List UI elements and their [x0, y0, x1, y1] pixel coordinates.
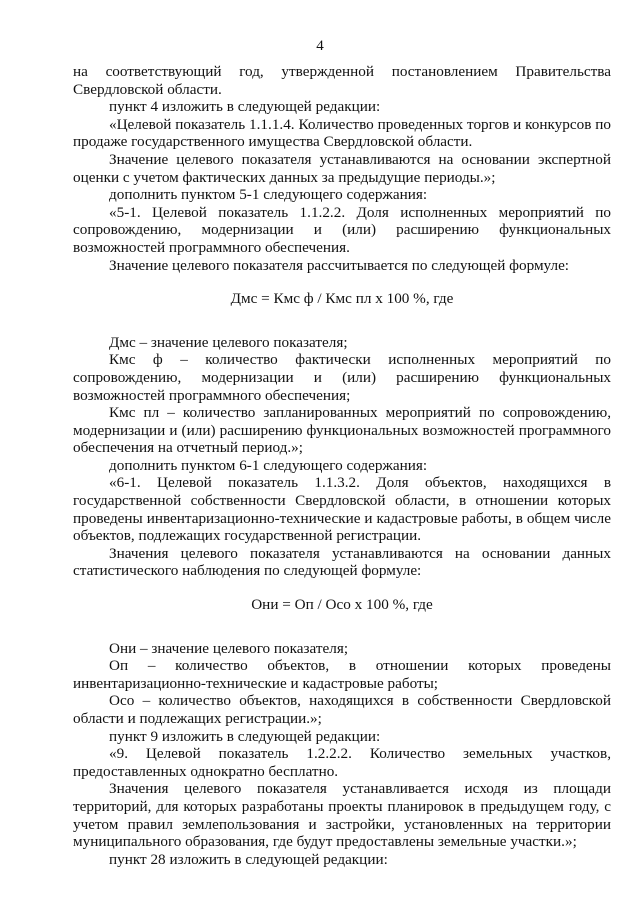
paragraph-item-6-1-formula-intro: Значения целевого показателя устанавливаются на основании данных статистического наблюдения по следующей формуле:	[73, 544, 611, 580]
paragraph-item-4-text: «Целевой показатель 1.1.1.4. Количество проведенных торгов и конкурсов по продаже государственного имущества Свердловской области.	[73, 115, 611, 151]
paragraph-item-6-1-intro: дополнить пунктом 6-1 следующего содержания:	[109, 456, 428, 474]
paragraph-item-9-value: Значения целевого показателя устанавливается исходя из площади территорий, для которых разработаны проекты планировок в предыдущем году, с учетом правил землепользования и застройки, установленных на территории муниципального образования, где будут предоставлены земельные участки.»;	[73, 780, 611, 851]
paragraph-dms-definition: Дмс – значение целевого показателя;	[109, 333, 348, 351]
paragraph-kms-pl-definition: Кмс пл – количество запланированных мероприятий по сопровождению, модернизации и (или) расширению функциональных возможностей программного обеспечения на отчетный период.»;	[73, 404, 611, 457]
paragraph-item-9-text: «9. Целевой показатель 1.2.2.2. Количество земельных участков, предоставленных однократно бесплатно.	[73, 745, 611, 780]
paragraph-item-28-intro: пункт 28 изложить в следующей редакции:	[109, 850, 388, 868]
paragraph-oni-definition: Они – значение целевого показателя;	[109, 639, 349, 657]
paragraph-kms-f-definition: Кмс ф – количество фактически исполненных мероприятий по сопровождению, модернизации и (или) расширению функциональных возможностей программного обеспечения;	[73, 351, 611, 404]
paragraph-item-4-value: Значение целевого показателя устанавливаются на основании экспертной оценки с учетом фактических данных за предыдущие периоды.»;	[73, 150, 611, 186]
paragraph-item-9-intro: пункт 9 изложить в следующей редакции:	[109, 727, 381, 745]
document-body	[73, 63, 611, 868]
page-number: 4	[316, 38, 324, 54]
formula-oni: Они = Оп / Осо х 100 %, где	[251, 596, 433, 614]
paragraph-item-5-1-text: «5-1. Целевой показатель 1.1.2.2. Доля исполненных мероприятий по сопровождению, модернизации и (или) расширению функциональных возможностей программного обеспечения.	[73, 203, 611, 256]
paragraph-continuation: на соответствующий год, утвержденной постановлением Правительства Свердловской области.	[73, 63, 611, 98]
formula-dms: Дмс = Кмс ф / Кмс пл х 100 %, где	[230, 290, 454, 308]
paragraph-item-6-1-text: «6-1. Целевой показатель 1.1.3.2. Доля объектов, находящихся в государственной собственности Свердловской области, в отношении которых проведены инвентаризационно-технические и кадастровые работы, в общем числе объектов, подлежащих государственной регистрации.	[73, 474, 611, 545]
paragraph-oso-definition: Осо – количество объектов, находящихся в собственности Свердловской области и подлежащих регистрации.»;	[73, 692, 611, 727]
paragraph-item-5-1-intro: дополнить пунктом 5-1 следующего содержания:	[109, 186, 428, 204]
paragraph-item-4-intro: пункт 4 изложить в следующей редакции:	[109, 98, 381, 116]
paragraph-op-definition: Оп – количество объектов, в отношении которых проведены инвентаризационно-технические и кадастровые работы;	[73, 657, 611, 692]
paragraph-item-5-1-formula-intro: Значение целевого показателя рассчитывается по следующей формуле:	[109, 256, 570, 274]
